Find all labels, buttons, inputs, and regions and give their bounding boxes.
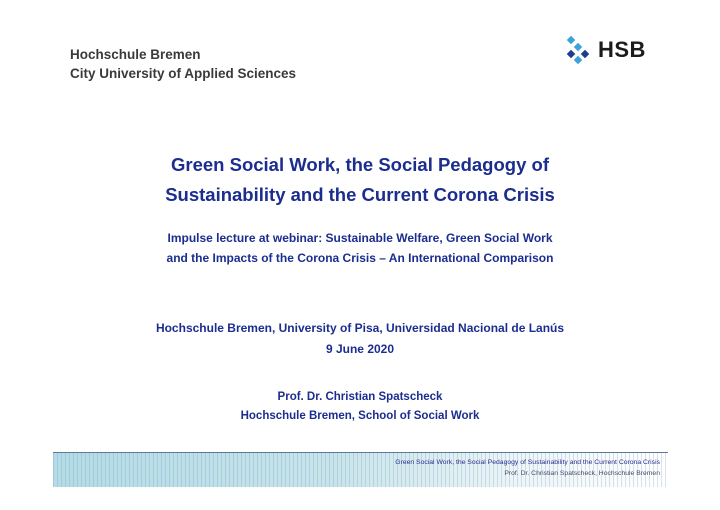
author-info	[0, 388, 720, 426]
footer-band	[53, 452, 668, 487]
event-date: 9 June 2020	[325, 342, 395, 356]
logo-text: HSB	[598, 37, 646, 62]
hsb-logo	[566, 36, 646, 64]
subtitle-line1: Impulse lecture at webinar: Sustainable Welfare, Green Social Work	[167, 231, 553, 245]
title-line2: Sustainability and the Current Corona Crisis	[165, 184, 555, 205]
subtitle-line2: and the Impacts of the Corona Crisis – An International Comparison	[166, 251, 554, 265]
institution-line1: Hochschule Bremen	[70, 47, 201, 62]
institution-name	[70, 45, 296, 83]
event-info	[0, 318, 720, 360]
footer-title: Green Social Work, the Social Pedagogy of Sustainability and the Current Corona Crisis	[395, 459, 660, 466]
footer-author: Prof. Dr. Christian Spatscheck, Hochschule Bremen	[504, 470, 660, 477]
slide-title	[0, 150, 720, 210]
footer-text	[395, 457, 660, 479]
author-affiliation: Hochschule Bremen, School of Social Work	[240, 410, 480, 422]
hsb-diamonds-icon	[566, 36, 592, 64]
institution-line2: City University of Applied Sciences	[70, 66, 297, 81]
title-line1: Green Social Work, the Social Pedagogy of	[171, 154, 549, 175]
universities: Hochschule Bremen, University of Pisa, Universidad Nacional de Lanús	[155, 321, 565, 335]
slide-subtitle	[0, 228, 720, 268]
author-name: Prof. Dr. Christian Spatscheck	[277, 391, 443, 403]
